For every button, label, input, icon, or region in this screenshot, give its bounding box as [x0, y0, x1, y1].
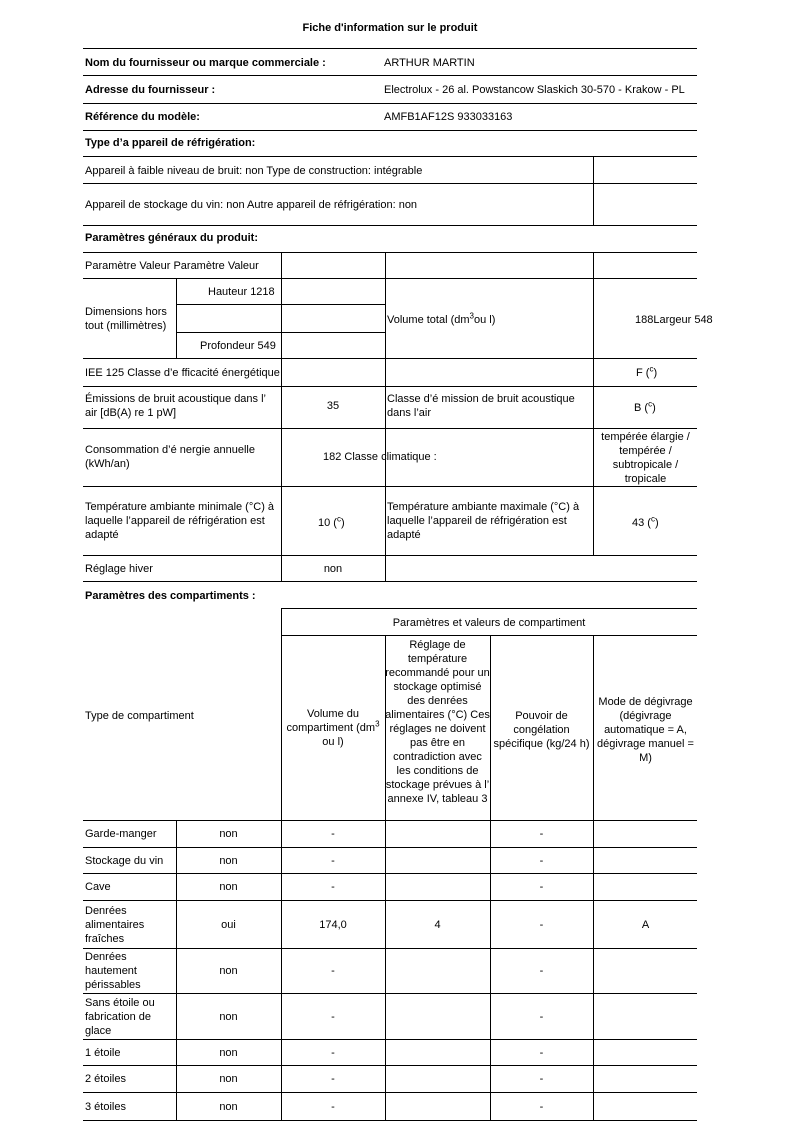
address-label: Adresse du fournisseur : — [85, 84, 216, 96]
compartment-name: Cave — [85, 881, 111, 893]
noise-class-text: B ( — [634, 402, 649, 414]
compartment-freezing: - — [539, 854, 544, 867]
compartment-present: non — [219, 1046, 238, 1059]
eei-label: IEE 125 Classe d’e fficacité énergétique — [85, 367, 280, 379]
eei-value — [636, 366, 657, 380]
compartment-temp — [385, 994, 490, 1039]
noise-class-value — [634, 401, 656, 415]
compartment-name: Denrées hautement périssables — [85, 951, 141, 991]
document-title: Fiche d'information sur le produit — [302, 22, 478, 34]
compartment-temp — [385, 949, 490, 993]
divider — [83, 130, 697, 131]
compartment-freezing: - — [539, 1073, 544, 1085]
appliance-type-heading: Type d’a ppareil de réfrigération: — [85, 137, 256, 149]
min-temp-text: 10 ( — [318, 517, 337, 529]
volume-width-value: 188Largeur 548 — [635, 314, 713, 326]
winter-label: Réglage hiver — [85, 563, 153, 575]
volume-header-text: Volume du compartiment (dm — [286, 708, 376, 734]
max-temp-label: Température ambiante maximale (°C) à laquelle l’appareil de réfrigération est adapté — [387, 501, 580, 541]
compartment-name: 3 étoiles — [85, 1100, 126, 1113]
compartment-freezing: - — [539, 918, 544, 931]
compartment-temp — [385, 1040, 490, 1065]
noise-label: Émissions de bruit acoustique dans l’ air [dB(A) re 1 pW] — [85, 393, 266, 419]
max-temp-close: ) — [654, 517, 659, 529]
compartment-freezing: - — [539, 1010, 544, 1023]
appliance-type-row-1: Appareil à faible niveau de bruit: non Type de construction: intégrable — [85, 165, 423, 177]
compartment-defrost — [594, 848, 697, 873]
consumption-label: Consommation d’é nergie annuelle (kWh/an) — [85, 444, 255, 470]
address-value: Electrolux - 26 al. Powstancow Slaskich 30-570 - Krakow - PL — [384, 84, 685, 96]
compartment-present: non — [219, 965, 238, 977]
compartment-present: non — [219, 828, 238, 840]
compartment-freezing: - — [539, 1046, 544, 1059]
noise-value: 35 — [326, 400, 340, 412]
compartment-present: non — [219, 881, 238, 893]
compartment-present: oui — [221, 918, 236, 931]
min-temp-label: Température ambiante minimale (°C) à laquelle l’appareil de réfrigération est adapté — [85, 501, 275, 541]
compartment-freezing: - — [539, 965, 544, 977]
divider — [83, 75, 697, 76]
compartment-temp — [385, 1066, 490, 1092]
compartment-defrost-header: Mode de dégivrage (dégivrage automatique = A, dégivrage manuel = M) — [597, 696, 694, 764]
max-temp-sup: c — [650, 514, 655, 524]
compartment-defrost: A — [641, 918, 650, 931]
compartment-name: Stockage du vin — [85, 854, 164, 867]
eei-value-close: ) — [653, 367, 658, 379]
compartment-defrost — [594, 874, 697, 900]
model-value: AMFB1AF12S 933033163 — [384, 111, 513, 123]
compartment-defrost — [594, 994, 697, 1039]
compartment-defrost — [594, 821, 697, 847]
noise-class-sup: c — [648, 399, 653, 409]
min-temp-sup: c — [336, 514, 341, 524]
min-temp-close: ) — [340, 517, 345, 529]
compartment-temp-header: Réglage de température recommandé pour un stockage optimisé des denrées alimentaires (°C) Ces réglages ne doivent pas être en contradiction avec les conditions de stockage prévues à l’ annexe IV, tableau 3 — [385, 639, 490, 805]
compartment-volume: - — [331, 854, 335, 867]
compartment-volume: - — [331, 881, 335, 893]
compartment-temp: 4 — [434, 918, 441, 931]
climate-value: tempérée élargie / tempérée / subtropicale / tropicale — [601, 431, 690, 485]
general-heading: Paramètres généraux du produit: — [85, 232, 258, 244]
compartment-freezing: - — [539, 828, 544, 840]
volume-label-sup: 3 — [469, 311, 474, 321]
eei-value-text: F ( — [636, 367, 650, 379]
compartment-freezing: - — [539, 881, 544, 893]
compartment-name: 2 étoiles — [85, 1073, 126, 1085]
volume-header-unit: ou l) — [322, 736, 344, 748]
compartment-freezing: - — [539, 1100, 544, 1113]
compartment-volume: - — [331, 965, 335, 977]
compartment-name: Denrées alimentaires fraîches — [85, 904, 145, 945]
model-label: Référence du modèle: — [85, 111, 200, 123]
min-temp-value — [318, 516, 345, 530]
compartment-present: non — [219, 854, 238, 867]
row-divider — [83, 1120, 697, 1121]
divider — [83, 103, 697, 104]
compartment-temp — [385, 821, 490, 847]
eei-value-sup: c — [649, 364, 654, 374]
compartment-name: Garde-manger — [85, 828, 157, 840]
compartments-group-header: Paramètres et valeurs de compartiment — [392, 617, 586, 629]
max-temp-text: 43 ( — [632, 517, 651, 529]
depth-value: Profondeur 549 — [200, 340, 276, 352]
compartment-temp — [385, 1093, 490, 1120]
compartment-freezing-header: Pouvoir de congélation spécifique (kg/24 h) — [493, 710, 590, 750]
compartment-type-header: Type de compartiment — [85, 710, 194, 722]
compartment-volume: 174,0 — [319, 918, 347, 931]
compartment-present: non — [219, 1100, 238, 1113]
divider — [83, 48, 697, 49]
compartment-defrost — [594, 1040, 697, 1065]
consumption-climate: 182 Classe climatique : — [323, 451, 437, 463]
general-header-row: Paramètre Valeur Paramètre Valeur — [85, 260, 259, 272]
compartments-heading: Paramètres des compartiments : — [85, 590, 256, 602]
compartment-volume: - — [331, 828, 335, 840]
noise-class-label: Classe d’é mission de bruit acoustique dans l’air — [387, 393, 575, 419]
compartment-temp — [385, 848, 490, 873]
compartment-defrost — [594, 1093, 697, 1120]
dimensions-label: Dimensions hors tout (millimètres) — [85, 306, 167, 332]
compartment-volume-header — [281, 707, 385, 749]
compartment-name: 1 étoile — [85, 1046, 121, 1059]
volume-total-label — [387, 313, 495, 327]
height-value: Hauteur 1218 — [208, 286, 275, 298]
max-temp-value — [632, 516, 659, 530]
compartment-defrost — [594, 1066, 697, 1092]
volume-label-text: Volume total (dm — [387, 314, 470, 326]
compartment-defrost — [594, 949, 697, 993]
noise-class-close: ) — [652, 402, 656, 414]
supplier-value: ARTHUR MARTIN — [384, 57, 475, 69]
volume-label-unit: ou l) — [474, 314, 496, 326]
volume-header-sup: 3 — [375, 719, 380, 729]
compartment-volume: - — [331, 1010, 335, 1023]
appliance-type-row-2: Appareil de stockage du vin: non Autre appareil de réfrigération: non — [85, 199, 418, 211]
compartment-present: non — [219, 1010, 238, 1023]
compartment-volume: - — [331, 1100, 335, 1113]
compartment-volume: - — [331, 1073, 335, 1085]
compartment-name: Sans étoile ou fabrication de glace — [85, 996, 155, 1037]
compartment-volume: - — [331, 1046, 335, 1059]
supplier-label: Nom du fournisseur ou marque commerciale : — [85, 57, 326, 69]
compartment-present: non — [219, 1073, 238, 1085]
winter-value: non — [323, 563, 343, 575]
compartment-temp — [385, 874, 490, 900]
